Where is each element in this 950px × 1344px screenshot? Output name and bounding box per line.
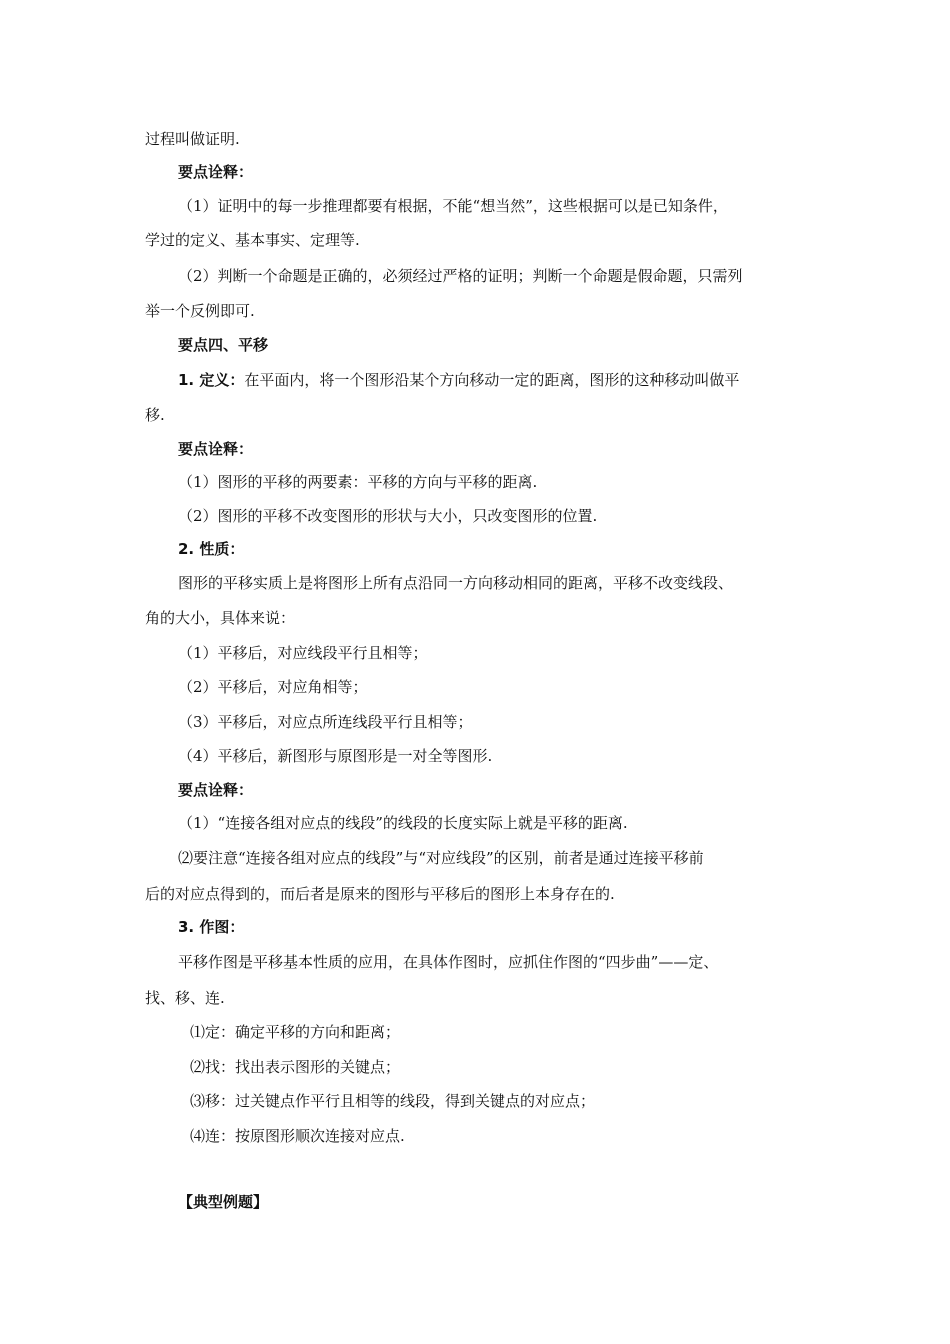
section-heading: 要点诠释： xyxy=(178,440,254,458)
text-line: ⑵要注意“连接各组对应点的线段”与“对应线段”的区别，前者是通过连接平移前 xyxy=(178,849,704,867)
text-line: ⑵找：找出表示图形的关键点； xyxy=(190,1058,401,1076)
text-line: （2）平移后，对应角相等； xyxy=(178,678,368,696)
text-line: （2）判断一个命题是正确的，必须经过严格的证明；判断一个命题是假命题，只需列 xyxy=(178,267,743,285)
definition-line xyxy=(178,370,739,390)
text-line: （1）“连接各组对应点的线段”的线段的长度实际上就是平移的距离. xyxy=(178,814,628,832)
text-line: 移. xyxy=(145,406,165,424)
section-heading: 要点诠释： xyxy=(178,781,254,799)
text-line: 后的对应点得到的，而后者是原来的图形与平移后的图形上本身存在的. xyxy=(145,885,615,903)
text-line: ⑶移：过关键点作平行且相等的线段，得到关键点的对应点； xyxy=(190,1092,596,1110)
definition-label: 1. 定义： xyxy=(178,371,245,389)
section-heading: 【典型例题】 xyxy=(178,1193,269,1211)
text-line: 举一个反例即可. xyxy=(145,302,255,320)
text-line: （2）图形的平移不改变图形的形状与大小，只改变图形的位置. xyxy=(178,507,598,525)
text-line: 角的大小，具体来说： xyxy=(145,609,296,627)
definition-text: 在平面内，将一个图形沿某个方向移动一定的距离，图形的这种移动叫做平 xyxy=(244,371,740,389)
section-heading: 要点诠释： xyxy=(178,163,254,181)
text-line: 找、移、连. xyxy=(145,989,225,1007)
text-line: 平移作图是平移基本性质的应用，在具体作图时，应抓住作图的“四步曲”——定、 xyxy=(178,953,719,971)
text-line: （1）证明中的每一步推理都要有根据，不能“想当然”，这些根据可以是已知条件， xyxy=(178,197,728,215)
text-line: ⑷连：按原图形顺次连接对应点. xyxy=(190,1127,405,1145)
section-heading: 2. 性质： xyxy=(178,540,245,558)
section-heading: 要点四、平移 xyxy=(178,336,269,354)
text-line: （4）平移后，新图形与原图形是一对全等图形. xyxy=(178,747,493,765)
section-heading: 3. 作图： xyxy=(178,918,245,936)
text-line: 学过的定义、基本事实、定理等. xyxy=(145,231,360,249)
text-line: （1）平移后，对应线段平行且相等； xyxy=(178,644,428,662)
text-line: （1）图形的平移的两要素：平移的方向与平移的距离. xyxy=(178,473,538,491)
text-line: 图形的平移实质上是将图形上所有点沿同一方向移动相同的距离，平移不改变线段、 xyxy=(178,574,734,592)
text-line: 过程叫做证明. xyxy=(145,130,240,148)
text-line: ⑴定：确定平移的方向和距离； xyxy=(190,1023,401,1041)
text-line: （3）平移后，对应点所连线段平行且相等； xyxy=(178,713,473,731)
